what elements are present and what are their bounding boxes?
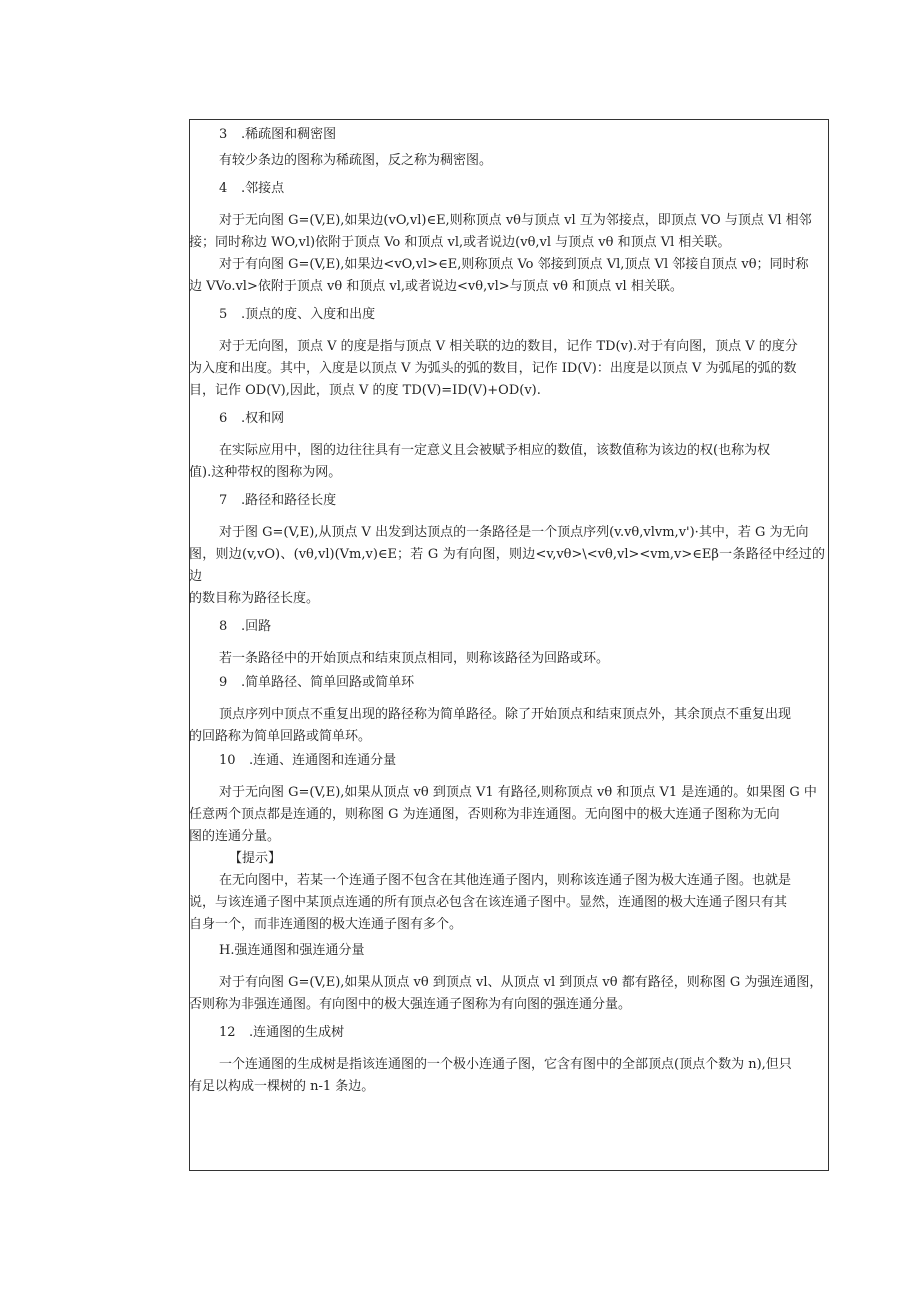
paragraph-line: 否则称为非强连通图。有向图中的极大强连通子图称为有向图的强连通分量。	[189, 997, 632, 1012]
paragraph-line: 任意两个顶点都是连通的，则称图 G 为连通图，否则称为非连通图。无向图中的极大连通子图称为无向	[189, 807, 780, 822]
paragraph-line: 对于无向图 G=(V,E),如果从顶点 vθ 到顶点 V1 有路径,则称顶点 vθ 和顶点 V1 是连通的。如果图 G 中	[219, 785, 817, 800]
paragraph-line: 自身一个，而非连通图的极大连通子图有多个。	[189, 917, 463, 932]
paragraph-line: 对于无向图，顶点 V 的度是指与顶点 V 相关联的边的数目，记作 TD(v).对于有向图，顶点 V 的度分	[219, 339, 798, 354]
heading-s7: 7 .路径和路径长度	[219, 493, 337, 508]
paragraph-line: 有足以构成一棵树的 n-1 条边。	[189, 1079, 375, 1094]
paragraph: 有较少条边的图称为稀疏图，反之称为稠密图。	[219, 153, 493, 168]
heading-s9: 9 .简单路径、简单回路或简单环	[219, 675, 415, 690]
paragraph-line: 对于有向图 G=(V,E),如果从顶点 vθ 到顶点 vl、从顶点 vl 到顶点 vθ 都有路径，则称图 G 为强连通图，	[219, 975, 823, 990]
paragraph-line: 的数目称为路径长度。	[189, 591, 320, 606]
tip-label: 【提示】	[229, 851, 282, 866]
paragraph-line: 图的连通分量。	[189, 829, 281, 844]
heading-s10: 10 .连通、连通图和连通分量	[219, 753, 397, 768]
paragraph-line: 接；同时称边 WO,vl)依附于顶点 Vo 和顶点 vl,或者说边(vθ,vl 与顶点 vθ 和顶点 Vl 相关联。	[189, 235, 731, 250]
paragraph-line: 对于图 G=(V,E),从顶点 V 出发到达顶点的一条路径是一个顶点序列(v.vθ,vlvm,v')·其中，若 G 为无向	[219, 525, 809, 540]
paragraph-line: 为入度和出度。其中，入度是以顶点 V 为弧头的弧的数目，记作 ID(V)：出度是以顶点 V 为弧尾的弧的数	[189, 361, 797, 376]
heading-s4: 4 .邻接点	[219, 181, 285, 196]
paragraph-line: 值).这种带权的图称为网。	[189, 465, 342, 480]
heading-s3: 3 .稀疏图和稠密图	[219, 127, 337, 142]
paragraph-line: 顶点序列中顶点不重复出现的路径称为简单路径。除了开始顶点和结束顶点外，其余顶点不重复出现	[219, 707, 792, 722]
paragraph-line: 的回路称为简单回路或简单环。	[189, 729, 372, 744]
paragraph-line: 对于有向图 G=(V,E),如果边<vO,vl>∈E,则称顶点 Vo 邻接到顶点 Vl,顶点 Vl 邻接自顶点 vθ；同时称	[219, 257, 809, 272]
paragraph-line: 边 VVo.vl>依附于顶点 vθ 和顶点 vl,或者说边<vθ,vl>与顶点 vθ 和顶点 vl 相关联。	[189, 279, 683, 294]
paragraph-line: 说，与该连通子图中某顶点连通的所有顶点必包含在该连通子图中。显然，连通图的极大连通子图只有其	[189, 895, 788, 910]
heading-s8: 8 .回路	[219, 619, 272, 634]
heading-s6: 6 .权和网	[219, 411, 285, 426]
heading-s5: 5 .顶点的度、入度和出度	[219, 307, 376, 322]
paragraph-line: 图，则边(v,vO)、(vθ,vl)(Vm,v)∈E；若 G 为有向图，则边<v,vθ>\<vθ,vl><vm,v>∈Eβ一条路径中经过的边	[189, 547, 825, 584]
heading-s12: 12 .连通图的生成树	[219, 1025, 345, 1040]
paragraph-line: 一个连通图的生成树是指该连通图的一个极小连通子图，它含有图中的全部顶点(顶点个数为 n),但只	[219, 1057, 792, 1072]
paragraph: 若一条路径中的开始顶点和结束顶点相同，则称该路径为回路或环。	[219, 651, 610, 666]
document-body	[189, 124, 825, 1098]
paragraph-line: 目，记作 OD(V),因此，顶点 V 的度 TD(V)=ID(V)+OD(v).	[189, 383, 541, 398]
heading-s11: H.强连通图和强连通分量	[219, 943, 365, 958]
paragraph-line: 在无向图中，若某一个连通子图不包含在其他连通子图内，则称该连通子图为极大连通子图。也就是	[219, 873, 792, 888]
paragraph-line: 在实际应用中，图的边往往具有一定意义且会被赋予相应的数值，该数值称为该边的权(也称为权	[219, 443, 771, 458]
paragraph-line: 对于无向图 G=(V,E),如果边(vO,vl)∈E,则称顶点 vθ与顶点 vl 互为邻接点，即顶点 VO 与顶点 Vl 相邻	[219, 213, 812, 228]
